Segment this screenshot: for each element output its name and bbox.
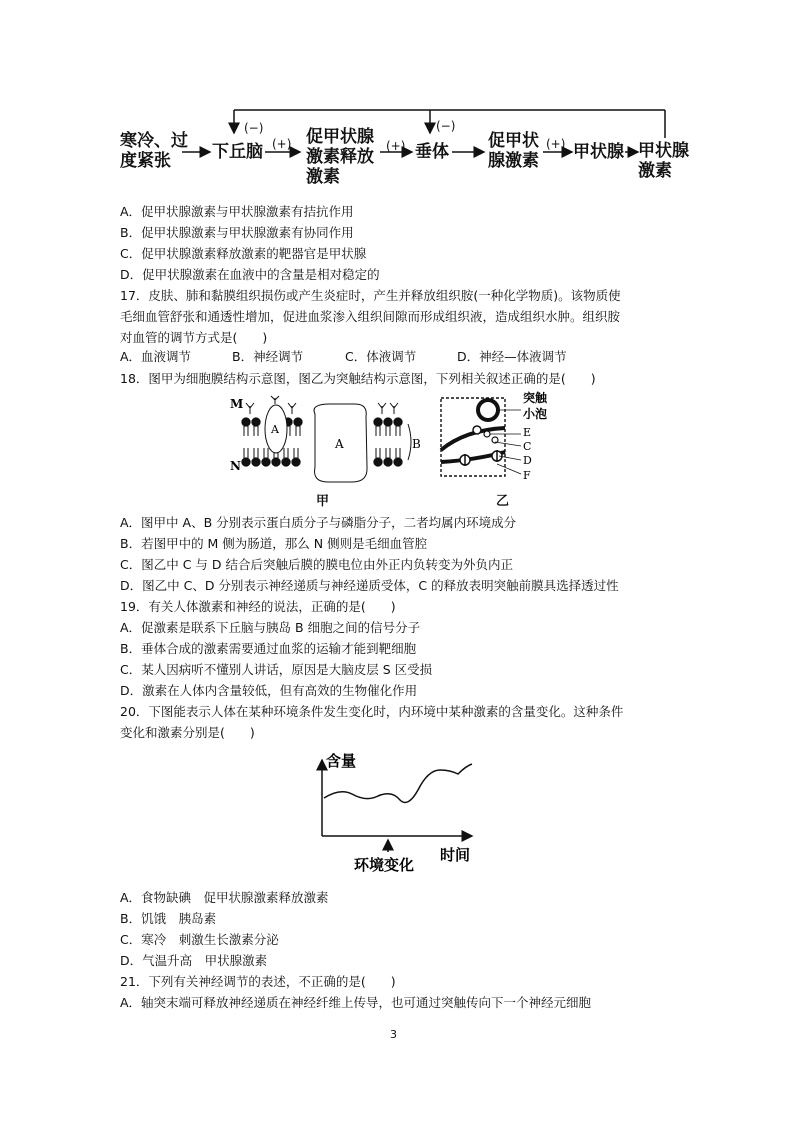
label-A-large: A xyxy=(335,437,344,451)
q18-option-d: D．图乙中 C、D 分别表示神经递质与神经递质受体，C 的释放表明突触前膜具选择透过性 xyxy=(120,578,619,593)
label-D: D xyxy=(523,454,532,467)
q20-option-c: C．寒冷 刺激生长激素分泌 xyxy=(120,932,279,947)
label-N: N xyxy=(230,459,241,473)
flow-thyroid: 甲状腺 xyxy=(573,142,624,162)
flow-trh-line1: 促甲状腺 xyxy=(306,127,374,147)
flow-plus-2: (+) xyxy=(386,139,406,153)
q20-option-d: D．气温升高 甲状腺激素 xyxy=(120,953,268,968)
q19-option-a: A．促激素是联系下丘脑与胰岛 B 细胞之间的信号分子 xyxy=(120,620,421,635)
q21-stem: 21．下列有关神经调节的表述，不正确的是( ) xyxy=(120,974,396,989)
flow-thyroxine-line1: 甲状腺 xyxy=(638,141,689,161)
q17-option-b: B．神经调节 xyxy=(232,349,304,364)
q17-stem-line1: 17．皮肤、肺和黏膜组织损伤或产生炎症时，产生并释放组织胺(一种化学物质)。该物质使 xyxy=(120,288,621,303)
flow-minus-2: (−) xyxy=(436,119,456,133)
q20-option-a: A．食物缺碘 促甲状腺激素释放激素 xyxy=(120,890,329,905)
label-E: E xyxy=(523,426,532,439)
page-number: 3 xyxy=(390,1028,397,1041)
figure-jia-caption: 甲 xyxy=(316,494,330,509)
q19-option-d: D．激素在人体内含量较低，但有高效的生物催化作用 xyxy=(120,683,418,698)
flow-tsh-line1: 促甲状 xyxy=(488,131,539,151)
q17-stem-line2: 毛细血管舒张和通透性增加，促进血浆渗入组织间隙而形成组织液，造成组织水肿。组织胺 xyxy=(120,309,621,324)
q20-stem-line1: 20．下图能表示人体在某种环境条件发生变化时，内环境中某种激素的含量变化。这种条件 xyxy=(120,704,624,719)
flow-plus-1: (+) xyxy=(272,137,292,151)
q17-option-a: A．血液调节 xyxy=(120,349,192,364)
q17-stem-line3: 对血管的调节方式是( ) xyxy=(120,330,268,345)
flow-thyroxine-line2: 激素 xyxy=(638,161,672,181)
flow-start-line2: 度紧张 xyxy=(120,151,171,171)
q16-option-c: C．促甲状腺激素释放激素的靶器官是甲状腺 xyxy=(120,246,367,261)
q20-graph xyxy=(300,748,500,873)
q18-option-b: B．若图甲中的 M 侧为肠道，那么 N 侧则是毛细血管腔 xyxy=(120,536,428,551)
graph-xlabel: 时间 xyxy=(440,846,471,864)
q17-option-c: C．体液调节 xyxy=(345,349,417,364)
q16-option-a: A．促甲状腺激素与甲状腺激素有拮抗作用 xyxy=(120,204,354,219)
flow-trh-line3: 激素 xyxy=(306,167,340,187)
q18-option-c: C．图乙中 C 与 D 结合后突触后膜的膜电位由外正内负转变为外负内正 xyxy=(120,557,513,572)
figure-yi-caption: 乙 xyxy=(496,494,510,509)
q16-option-b: B．促甲状腺激素与甲状腺激素有协同作用 xyxy=(120,225,354,240)
label-vesicle-line2: 小泡 xyxy=(523,407,548,421)
q21-option-a: A．轴突末端可释放神经递质在神经纤维上传导，也可通过突触传向下一个神经元细胞 xyxy=(120,995,592,1010)
q19-option-c: C．某人因病听不懂别人讲话，原因是大脑皮层 S 区受损 xyxy=(120,662,433,677)
synaptic-vesicle xyxy=(478,400,498,420)
label-C: C xyxy=(523,440,532,453)
figure-jia-membrane xyxy=(220,392,430,487)
label-A-small: A xyxy=(271,423,279,436)
flow-minus-1: (−) xyxy=(244,121,264,135)
q17-option-d: D．神经—体液调节 xyxy=(457,349,567,364)
label-M: M xyxy=(230,397,244,411)
figure-yi-synapse xyxy=(435,390,565,490)
flow-tsh-line2: 腺激素 xyxy=(488,151,539,171)
q19-stem: 19．有关人体激素和神经的说法，正确的是( ) xyxy=(120,599,396,614)
graph-marker-label: 环境变化 xyxy=(354,856,415,873)
graph-ylabel: 含量 xyxy=(326,752,357,770)
flow-start-line1: 寒冷、过 xyxy=(120,131,188,151)
flow-trh-line2: 激素释放 xyxy=(306,147,374,167)
q20-option-b: B．饥饿 胰岛素 xyxy=(120,911,217,926)
flow-hypothalamus: 下丘脑 xyxy=(212,142,263,162)
label-vesicle-line1: 突触 xyxy=(523,391,548,405)
q18-option-a: A．图甲中 A、B 分别表示蛋白质分子与磷脂分子，二者均属内环境成分 xyxy=(120,515,517,530)
flow-pituitary: 垂体 xyxy=(415,142,449,162)
q16-option-d: D．促甲状腺激素在血液中的含量是相对稳定的 xyxy=(120,267,380,282)
label-B: B xyxy=(412,437,421,451)
q18-stem: 18．图甲为细胞膜结构示意图，图乙为突触结构示意图，下列相关叙述正确的是( ) xyxy=(120,371,596,386)
label-F: F xyxy=(523,469,531,482)
q20-stem-line2: 变化和激素分别是( ) xyxy=(120,725,255,740)
q19-option-b: B．垂体合成的激素需要通过血浆的运输才能到靶细胞 xyxy=(120,641,417,656)
flow-plus-3: (+) xyxy=(546,137,566,151)
